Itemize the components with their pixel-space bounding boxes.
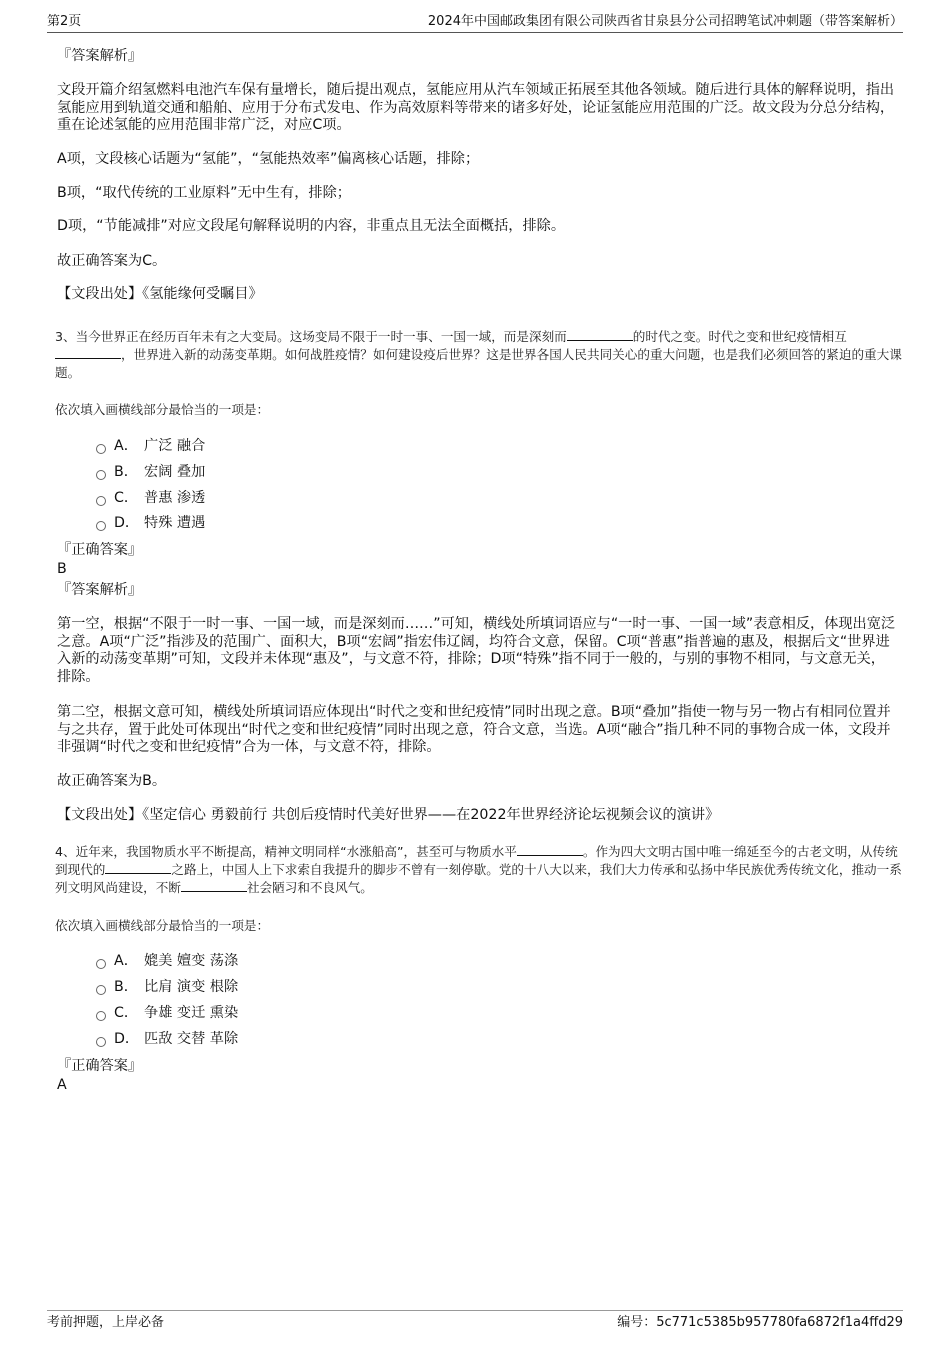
q3-answer-label: 『正确答案』 <box>57 542 143 558</box>
q3-question-text: 3、当今世界正在经历百年未有之大变局。这场变局不限于一时一事、一国一域，而是深刻而 的时代之变。时代之变和世纪疫情相互，世界进入新的动荡变革期。如何战胜疫情？如何建设疫后世界？这是世界各国人民共同关心的重大问题，也是我们必须回答的紧迫的重大课题。 <box>55 329 902 380</box>
q4-blank-1 <box>517 843 583 856</box>
q2-option-a-note: A项，文段核心话题为“氢能”，“氢能热效率”偏离核心话题，排除； <box>57 151 480 167</box>
q4-prompt: 依次填入画横线部分最恰当的一项是： <box>55 918 270 933</box>
page-number: 第2页 <box>47 14 82 29</box>
radio-icon[interactable] <box>96 985 106 995</box>
q4-answer: A <box>57 1077 67 1093</box>
radio-icon[interactable] <box>96 444 106 454</box>
radio-icon[interactable] <box>96 959 106 969</box>
radio-icon[interactable] <box>96 1011 106 1021</box>
page-header <box>47 12 903 33</box>
q2-source: 【文段出处】《氢能缘何受瞩目》 <box>57 286 263 302</box>
q3-option-c[interactable]: C． 普惠 渗透 <box>96 489 205 507</box>
q3-analysis-paragraph-1: 第一空，根据“不限于一时一事、一国一域，而是深刻而……”可知，横线处所填词语应与“一时一事、一国一域”表意相反，体现出宽泛之意。A项“广泛”指涉及的范围广、面积大，B项“宏阔”指宏伟辽阔，均符合文意，保留。C项“普惠”指普遍的惠及，根据后文“世界进入新的动荡变革期”可知，文段并未体现“惠及”，与文意不符，排除；D项“特殊”指不同于一般的，与别的事物不相同，与文意无关，排除。 <box>57 616 896 685</box>
q3-analysis-paragraph-2: 第二空，根据文意可知，横线处所填词语应体现出“时代之变和世纪疫情”同时出现之意。B项“叠加”指使一物与另一物占有相同位置并与之共存，置于此处可体现出“时代之变和世纪疫情”同时出现之意，符合文意，当选。A项“融合”指几种不同的事物合成一体，文段并非强调“时代之变和世纪疫情”合为一体，与文意不符，排除。 <box>57 704 891 755</box>
radio-icon[interactable] <box>96 1037 106 1047</box>
q3-source: 【文段出处】《坚定信心 勇毅前行 共创后疫情时代美好世界——在2022年世界经济论坛视频会议的演讲》 <box>57 807 720 823</box>
q2-analysis-paragraph: 文段开篇介绍氢燃料电池汽车保有量增长，随后提出观点，氢能应用从汽车领域正拓展至其他各领域。随后进行具体的解释说明，指出氢能应用到轨道交通和船舶、应用于分布式发电、作为高效原料等带来的诸多好处，论证氢能应用范围的广泛。故文段为分总分结构，重在论述氢能的应用范围非常广泛，对应C项。 <box>57 82 895 133</box>
q4-question-text: 4、近年来，我国物质水平不断提高，精神文明同样“水涨船高”，甚至可与物质水平 。作为四大文明古国中唯一绵延至今的古老文明，从传统到现代的 之路上，中国人上下求索自我提升的脚步不曾有一刻停歇。党的十八大以来，我们大力传承和弘扬中华民族优秀传统文化，推动一系列文明风尚建设，不断 社会陋习和不良风气。 <box>55 844 902 895</box>
q4-option-a[interactable]: A． 媲美 嬗变 荡涤 <box>96 952 238 970</box>
q3-option-a[interactable]: A． 广泛 融合 <box>96 437 205 455</box>
radio-icon[interactable] <box>96 496 106 506</box>
q3-blank-1 <box>567 328 633 341</box>
radio-icon[interactable] <box>96 470 106 480</box>
q3-conclusion: 故正确答案为B。 <box>57 773 167 789</box>
q4-blank-3 <box>181 879 247 892</box>
q2-analysis-label: 『答案解析』 <box>57 48 143 64</box>
q4-option-b[interactable]: B． 比肩 演变 根除 <box>96 978 238 996</box>
q2-option-b-note: B项，“取代传统的工业原料”无中生有，排除； <box>57 185 351 201</box>
q4-blank-2 <box>105 861 171 874</box>
q3-prompt: 依次填入画横线部分最恰当的一项是： <box>55 402 270 417</box>
q3-answer: B <box>57 561 67 577</box>
q4-option-d[interactable]: D． 匹敌 交替 革除 <box>96 1030 238 1048</box>
radio-icon[interactable] <box>96 521 106 531</box>
q4-answer-label: 『正确答案』 <box>57 1058 143 1074</box>
q3-option-d[interactable]: D． 特殊 遭遇 <box>96 514 205 532</box>
q3-analysis-label: 『答案解析』 <box>57 582 143 598</box>
q3-blank-2 <box>55 346 121 359</box>
footer-slogan: 考前押题，上岸必备 <box>47 1315 165 1330</box>
q2-option-d-note: D项，“节能减排”对应文段尾句解释说明的内容，非重点且无法全面概括，排除。 <box>57 218 566 234</box>
page-footer <box>47 1310 903 1333</box>
q3-option-b[interactable]: B． 宏阔 叠加 <box>96 463 205 481</box>
q2-conclusion: 故正确答案为C。 <box>57 253 167 269</box>
q4-option-c[interactable]: C． 争雄 变迁 熏染 <box>96 1004 238 1022</box>
footer-document-code: 编号：5c771c5385b957780fa6872f1a4ffd29 <box>617 1315 903 1330</box>
document-title: 2024年中国邮政集团有限公司陕西省甘泉县分公司招聘笔试冲刺题（带答案解析） <box>427 14 903 29</box>
